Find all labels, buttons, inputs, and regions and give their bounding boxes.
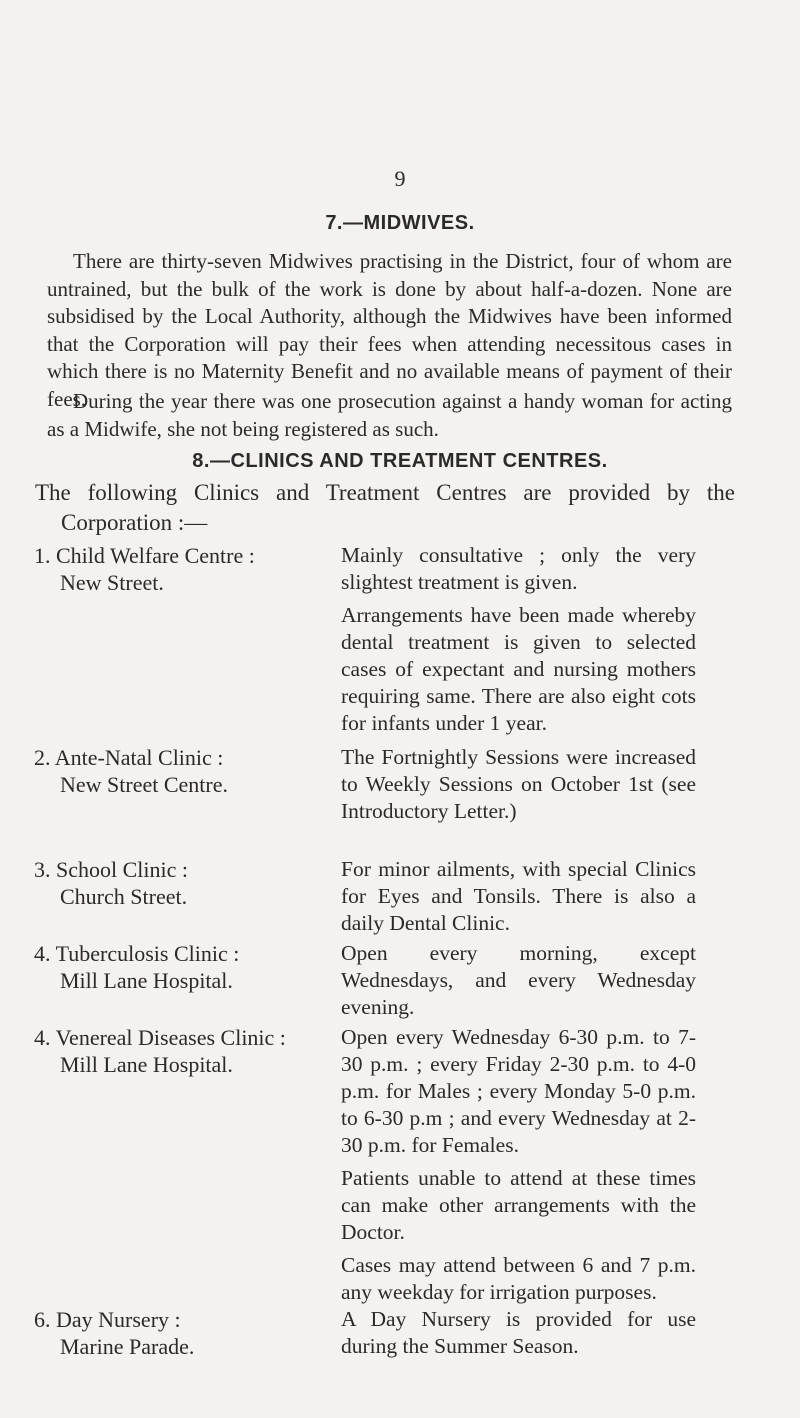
clinic-name: 3. School Clinic : [34, 857, 188, 882]
clinic-label [34, 856, 334, 910]
clinic-location: Mill Lane Hospital. [60, 1052, 233, 1077]
clinic-description [341, 542, 696, 743]
section-7-paragraph-1: There are thirty-seven Midwives practising in the District, four of whom are untrained, but the bulk of the work is done by about half-a-dozen. None are subsidised by the Local Authority, although the Midwives have been informed that the Corporation will pay their fees when attending necessitous cases in which there is no Maternity Benefit and no available means of payment of their fees. [47, 249, 732, 411]
clinic-description [341, 1024, 696, 1312]
page-number: 9 [394, 166, 406, 191]
clinic-label [34, 1024, 334, 1078]
description-paragraph: Patients unable to attend at these times can make other arrangements with the Doctor. [341, 1166, 696, 1244]
clinic-label [34, 940, 334, 994]
description-paragraph: A Day Nursery is provided for use during the Summer Season. [341, 1307, 696, 1358]
section-7-paragraph-2: During the year there was one prosecution against a handy woman for acting as a Midwife, she not being registered as such. [47, 389, 732, 441]
description-paragraph: Mainly consultative ; only the very slightest treatment is given. [341, 543, 696, 594]
clinic-description [341, 856, 696, 943]
description-paragraph: Open every morning, except Wednesdays, and every Wednesday evening. [341, 941, 696, 1019]
clinic-location: Mill Lane Hospital. [60, 968, 233, 993]
description-paragraph: The Fortnightly Sessions were increased to Weekly Sessions on October 1st (see Introductory Letter.) [341, 745, 696, 823]
description-paragraph: For minor ailments, with special Clinics for Eyes and Tonsils. There is also a daily Dental Clinic. [341, 857, 696, 935]
clinic-label [34, 744, 334, 798]
intro-line-1: The following Clinics and Treatment Centres are provided by the [35, 480, 735, 505]
intro-line-2: Corporation :— [61, 510, 208, 535]
clinic-name: 4. Venereal Diseases Clinic : [34, 1025, 286, 1050]
clinic-description [341, 744, 696, 831]
clinic-name: 2. Ante-Natal Clinic : [34, 745, 224, 770]
clinic-label [34, 1306, 334, 1360]
clinic-location: New Street. [60, 570, 164, 595]
clinic-label [34, 542, 334, 596]
clinic-name: 4. Tuberculosis Clinic : [34, 941, 240, 966]
section-8-intro [35, 478, 735, 538]
clinic-location: Marine Parade. [60, 1334, 195, 1359]
description-paragraph: Arrangements have been made whereby dental treatment is given to selected cases of expectant and nursing mothers requiring same. There are also eight cots for infants under 1 year. [341, 603, 696, 735]
clinic-location: Church Street. [60, 884, 188, 909]
description-paragraph: Cases may attend between 6 and 7 p.m. any weekday for irrigation purposes. [341, 1253, 696, 1304]
section-7-heading: 7.—MIDWIVES. [325, 212, 475, 234]
clinic-name: 1. Child Welfare Centre : [34, 543, 255, 568]
section-8-heading: 8.—CLINICS AND TREATMENT CENTRES. [192, 450, 608, 472]
clinic-description [341, 1306, 696, 1366]
clinic-location: New Street Centre. [60, 772, 228, 797]
clinic-name: 6. Day Nursery : [34, 1307, 181, 1332]
clinic-description [341, 940, 696, 1027]
description-paragraph: Open every Wednesday 6-30 p.m. to 7-30 p.m. ; every Friday 2-30 p.m. to 4-0 p.m. for Males ; every Monday 5-0 p.m. to 6-30 p.m ; and every Wednesday at 2-30 p.m. for Females. [341, 1025, 696, 1157]
